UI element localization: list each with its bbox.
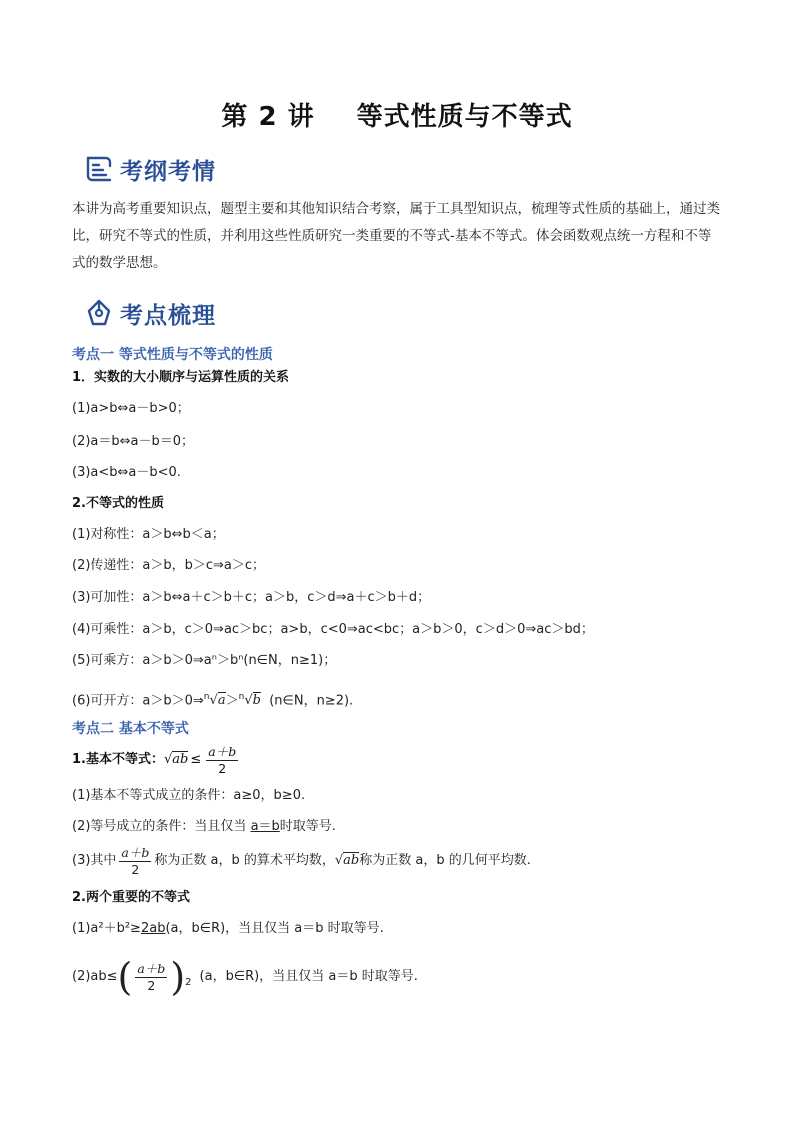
point2-heading-2: 2.两个重要的不等式 [72,890,190,905]
property-additivity: (3)可加性：a＞b⇔a＋c＞b＋c；a＞b，c＞d⇒a＋c＞b＋d； [72,590,431,605]
point2-line-1: (1)基本不等式成立的条件：a≥0，b≥0. [72,788,306,803]
property-power: (5)可乘方：a＞b＞0⇒aⁿ＞bⁿ(n∈N，n≥1)； [72,653,337,668]
point1-title: 考点一 等式性质与不等式的性质 [72,347,273,363]
syllabus-paragraph: 本讲为高考重要知识点，题型主要和其他知识结合考察，属于工具型知识点，梳理等式性质的基础上，通过类比，研究不等式的性质，并利用这些性质研究一类重要的不等式-基本不等式。体会函数观点统一方程和不等式的数学思想。 [72,201,720,271]
sqrt-ab: √ab [163,752,189,767]
point1-line-2: (2)a＝b⇔a－b＝0； [72,434,195,449]
root-symbol: √a [209,692,226,708]
fraction-a-plus-b-over-2: $\frac{a+b}{2}$ [137,960,166,993]
lecture-number: 第 2 讲 [221,102,315,132]
list-icon [84,154,114,184]
property-multiplicativity: (4)可乘性：a＞b，c＞0⇒ac＞bc；a>b，c<0⇒ac<bc；a＞b＞0，c＞d＞0⇒ac＞bd； [72,622,594,637]
root-symbol: √b [244,692,261,708]
basic-inequality-heading: 1.基本不等式： √ab ≤ $\frac{a+b}{2}$ [72,742,241,778]
point1-heading-2: 2.不等式的性质 [72,496,164,511]
section-heading-syllabus [84,152,216,186]
point1-heading-1: 1．实数的大小顺序与运算性质的关系 [72,370,290,385]
fraction-a-plus-b-over-2: $\frac{a+b}{2}$ [208,743,237,776]
point1-line-1: (1)a>b⇔a－b>0； [72,401,190,416]
property-root: (6)可开方：a＞b＞0⇒$^n$√a＞$^n$√b (n∈N，n≥2). [72,686,353,708]
section-title: 考点梳理 [120,302,216,329]
section-heading-review [84,296,216,330]
point2-line-2: (2)等号成立的条件：当且仅当 a＝b时取等号. [72,819,336,834]
sqrt-ab: √ab [334,853,360,868]
point2-title: 考点二 基本不等式 [72,721,189,737]
important-inequality-2: (2)ab≤ ( $\frac{a+b}{2}$ ) 2 (a，b∈R)，当且仅当 a＝b 时取等号. [72,955,418,999]
fraction-a-plus-b-over-2: $\frac{a+b}{2}$ [121,844,150,877]
property-symmetry: (1)对称性：a＞b⇔b＜a； [72,527,225,542]
important-inequality-1: (1)a²＋b²≥2ab(a，b∈R)，当且仅当 a＝b 时取等号. [72,921,384,936]
point2-line-3: (3)其中 $\frac{a+b}{2}$ 称为正数 a，b 的算术平均数， √ab 称为正数 a，b 的几何平均数. [72,842,531,880]
page-title [0,96,794,133]
point1-line-3: (3)a<b⇔a－b<0. [72,465,181,480]
property-transitivity: (2)传递性：a＞b，b＞c⇒a＞c； [72,558,266,573]
pen-nib-icon [84,298,114,328]
section-title: 考纲考情 [120,158,216,185]
lecture-topic: 等式性质与不等式 [356,102,573,132]
